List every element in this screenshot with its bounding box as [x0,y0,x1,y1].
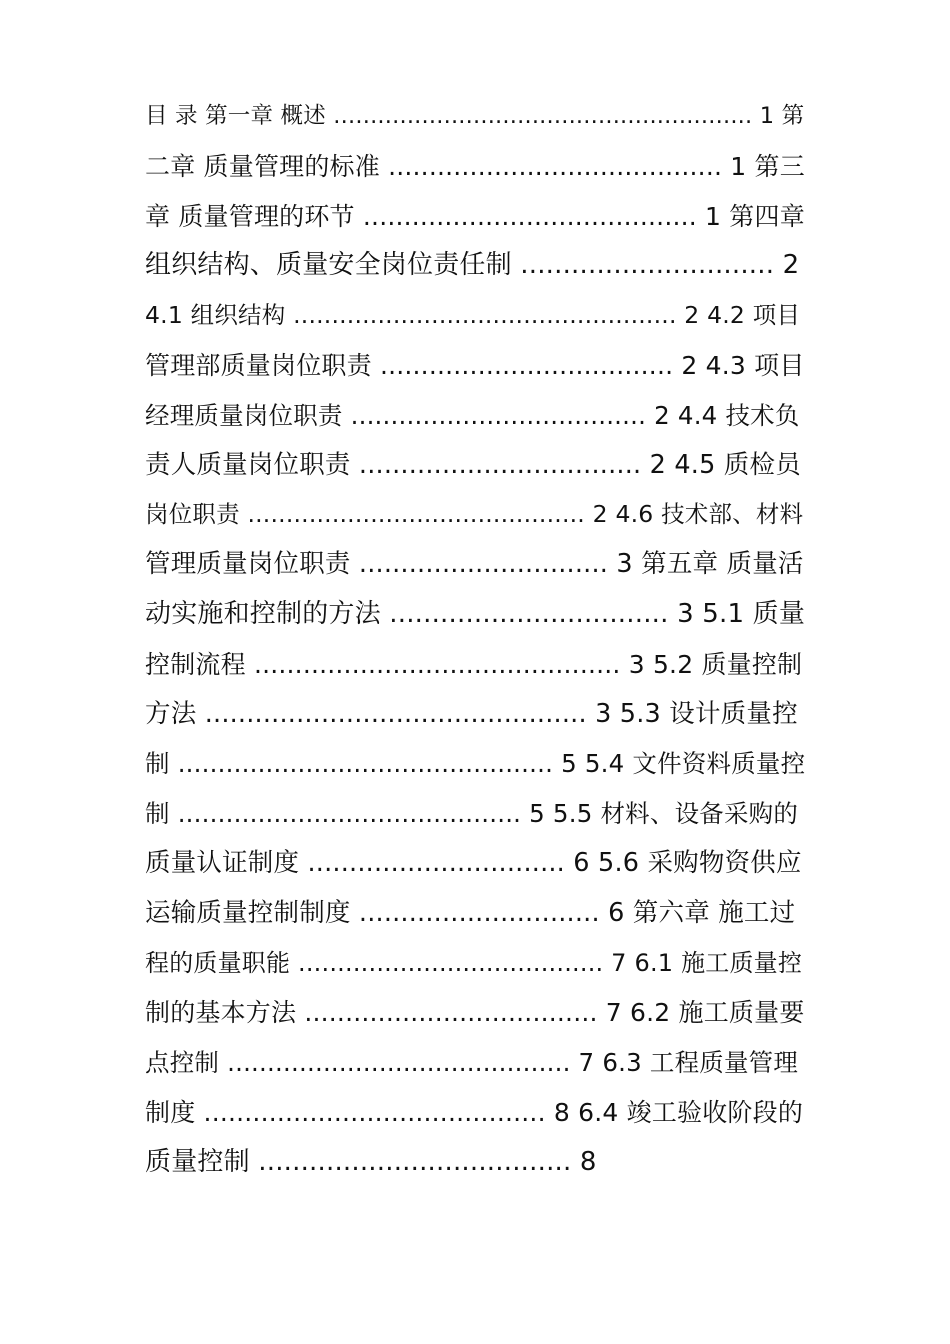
toc-line: 质量认证制度 ............................... 6 5.6 采购物资供应 [145,847,802,878]
toc-line: 制的基本方法 .................................... 7 6.2 施工质量要 [145,998,805,1028]
toc-line: 制 ............................................... 5 5.4 文件资料质量控 [145,749,806,779]
toc-line: 运输质量控制制度 ............................. 6 第六章 施工过 [145,897,796,928]
toc-line: 责人质量岗位职责 .................................. 2 4.5 质检员 [145,449,801,480]
toc-line: 方法 .............................................. 3 5.3 设计质量控 [145,698,798,729]
toc-line: 4.1 组织结构 .................................................. 2 4.2 项目 [145,301,801,330]
toc-line: 质量控制 ..................................... 8 [145,1146,597,1177]
toc-line: 制度 .......................................... 8 6.4 竣工验收阶段的 [145,1097,804,1127]
toc-line: 点控制 ........................................... 7 6.3 工程质量管理 [145,1048,799,1078]
toc-line: 经理质量岗位职责 ..................................... 2 4.4 技术负 [145,400,800,430]
toc-line: 目 录 第一章 概述 ......................................................... 1 第 [145,103,805,129]
toc-line: 制 ........................................... 5 5.5 材料、设备采购的 [145,799,799,829]
toc-line: 组织结构、质量安全岗位责任制 .............................. 2 [145,250,800,281]
toc-line: 动实施和控制的方法 ................................. 3 5.1 质量 [145,598,806,629]
toc-line: 管理部质量岗位职责 .................................... 2 4.3 项目 [145,350,805,380]
toc-line: 程的质量职能 ....................................... 7 6.1 施工质量控 [145,948,803,977]
toc-line: 管理质量岗位职责 .............................. 3 第五章 质量活 [145,549,804,580]
table-of-contents [145,92,807,1188]
toc-line: 章 质量管理的环节 ......................................... 1 第四章 [145,201,805,231]
toc-line: 控制流程 ............................................. 3 5.2 质量控制 [145,649,803,679]
toc-line: 二章 质量管理的标准 ......................................... 1 第三 [145,151,805,181]
toc-line: 岗位职责 ............................................ 2 4.6 技术部、材料 [145,500,804,529]
